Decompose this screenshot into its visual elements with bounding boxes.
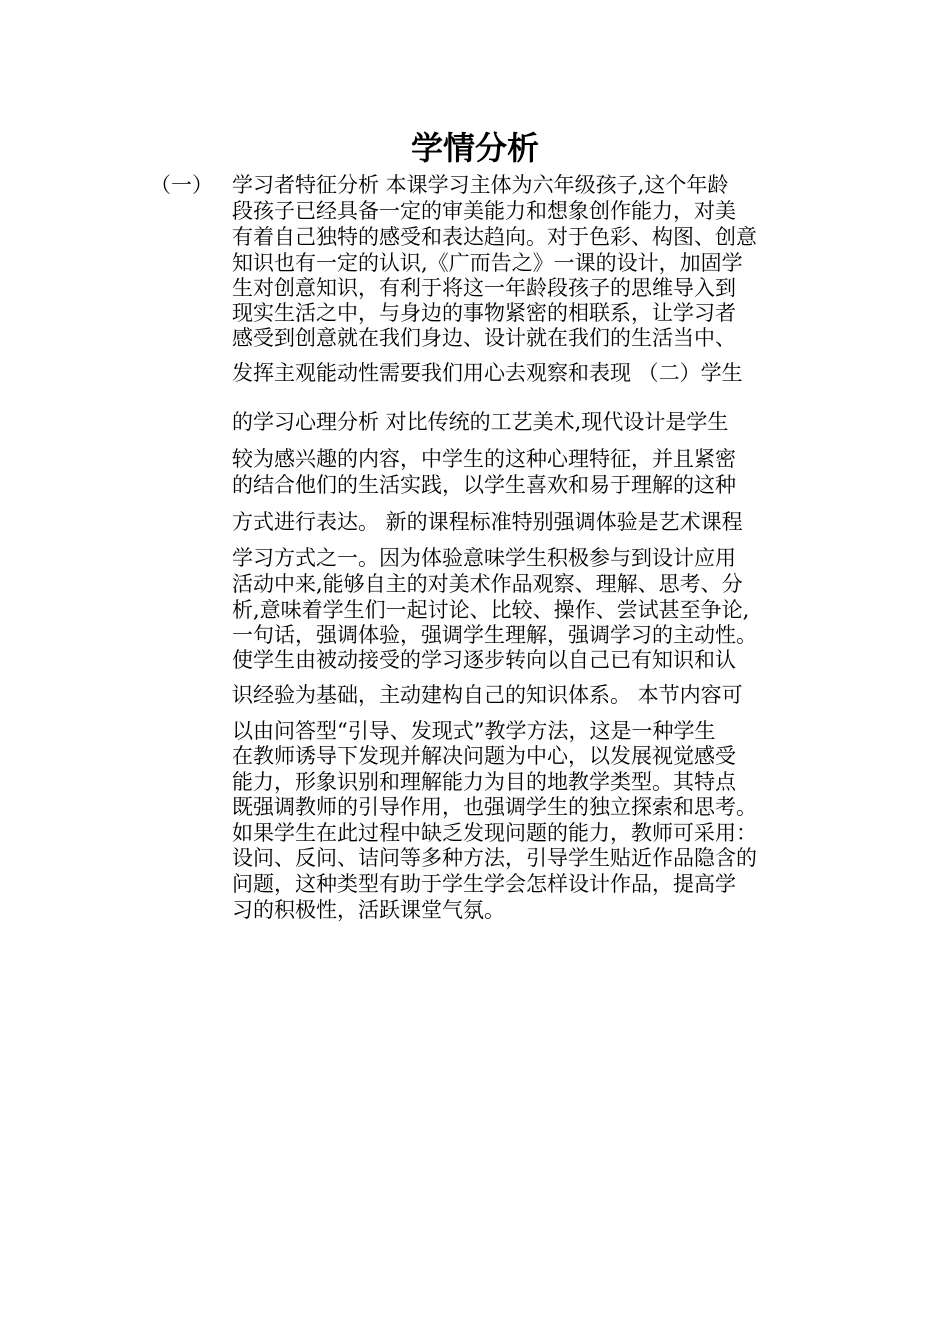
text-line: 生对创意知识，有利于将这一年龄段孩子的思维导入到: [232, 276, 736, 300]
text-line: 方式进行表达。 新的课程标准特别强调体验是艺术课程: [232, 510, 743, 534]
text-line: 在教师诱导下发现并解决问题为中心，以发展视觉感受: [232, 744, 736, 768]
text-line: 识经验为基础，主动建构自己的知识体系。 本节内容可: [232, 683, 743, 707]
text-line: 习的积极性，活跃课堂气氛。: [232, 898, 505, 922]
text-line: 段孩子已经具备一定的审美能力和想象创作能力，对美: [232, 199, 736, 223]
text-line: 有着自己独特的感受和表达趋向。对于色彩、构图、创意: [232, 225, 757, 249]
text-line: 既强调教师的引导作用，也强调学生的独立探索和思考。: [232, 795, 757, 819]
text-line: 设问、反问、诘问等多种方法，引导学生贴近作品隐含的: [232, 846, 757, 870]
text-line: 使学生由被动接受的学习逐步转向以自己已有知识和认: [232, 648, 736, 672]
text-line: 较为感兴趣的内容，中学生的这种心理特征，并且紧密: [232, 447, 736, 471]
text-line: 析,意味着学生们一起讨论、比较、操作、尝试甚至争论,: [232, 598, 750, 622]
text-line: 活动中来,能够自主的对美术作品观察、理解、思考、分: [232, 572, 743, 596]
text-line: 学习方式之一。因为体验意味学生积极参与到设计应用: [232, 546, 736, 570]
text-line: 问题，这种类型有助于学生学会怎样设计作品，提高学: [232, 872, 736, 896]
text-line: 知识也有一定的认识,《广而告之》一课的设计，加固学: [232, 251, 743, 275]
text-line: 的学习心理分析 对比传统的工艺美术,现代设计是学生: [232, 410, 729, 434]
section-marker: （一）: [150, 173, 213, 197]
text-line: 以由问答型“引导、发现式”教学方法，这是一种学生: [232, 719, 716, 743]
text-line: 的结合他们的生活实践，以学生喜欢和易于理解的这种: [232, 473, 736, 497]
text-line: 现实生活之中，与身边的事物紧密的相联系，让学习者: [232, 301, 736, 325]
document-title: 学情分析: [410, 129, 539, 167]
text-line: 如果学生在此过程中缺乏发现问题的能力，教师可采用：: [232, 821, 757, 845]
text-line: 能力，形象识别和理解能力为目的地教学类型。其特点: [232, 770, 736, 794]
text-line: 学习者特征分析 本课学习主体为六年级孩子,这个年龄: [232, 173, 729, 197]
text-line: 感受到创意就在我们身边、设计就在我们的生活当中、: [232, 326, 736, 350]
text-line: 一句话，强调体验，强调学生理解，强调学习的主动性。: [232, 623, 757, 647]
text-line: 发挥主观能动性需要我们用心去观察和表现 （二）学生: [232, 361, 743, 385]
